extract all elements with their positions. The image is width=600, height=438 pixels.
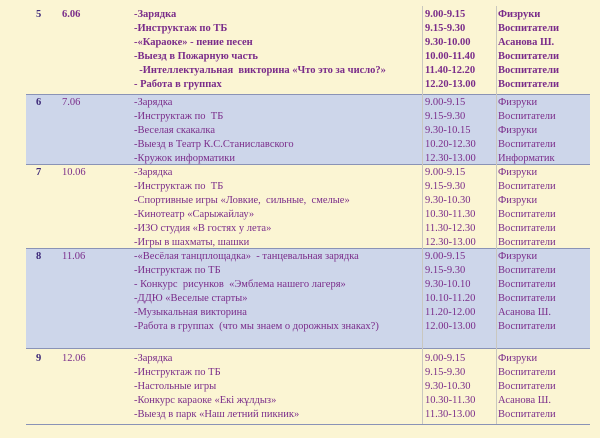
time-cell: 10.10-11.20 xyxy=(425,293,476,304)
day-block xyxy=(26,248,590,349)
responsible-cell: Физруки xyxy=(498,9,541,20)
responsible-cell: Воспитатели xyxy=(498,139,556,150)
time-cell: 9.15-9.30 xyxy=(425,181,466,192)
activity-cell: -Зарядка xyxy=(134,167,173,178)
responsible-cell: Воспитатели xyxy=(498,223,556,234)
activity-cell: -Выезд в Пожарную часть xyxy=(134,51,258,62)
schedule-row xyxy=(26,152,590,166)
responsible-cell: Физруки xyxy=(498,125,538,136)
schedule-row xyxy=(26,96,590,110)
time-cell: 10.30-11.30 xyxy=(425,209,476,220)
schedule-row xyxy=(26,408,590,422)
column-divider xyxy=(496,6,497,424)
schedule-row xyxy=(26,22,590,36)
responsible-cell: Воспитатели xyxy=(498,279,556,290)
responsible-cell: Воспитатели xyxy=(498,237,556,248)
activity-cell: - Работа в группах xyxy=(134,79,222,90)
schedule-row xyxy=(26,78,590,92)
responsible-cell: Воспитатели xyxy=(498,181,556,192)
activity-cell: -Спортивные игры «Ловкие, сильные, смелые» xyxy=(134,195,350,206)
activity-cell: -Интеллектуальная викторина «Что это за число?» xyxy=(134,65,386,76)
activity-cell: -Веселая скакалка xyxy=(134,125,216,136)
time-cell: 9.30-10.15 xyxy=(425,125,471,136)
activity-cell: -Инструктаж по ТБ xyxy=(134,181,224,192)
activity-cell: -Игры в шахматы, шашки xyxy=(134,237,250,248)
day-block xyxy=(26,348,590,425)
responsible-cell: Воспитатели xyxy=(498,65,560,76)
schedule-row xyxy=(26,180,590,194)
day-number: 8 xyxy=(36,251,42,262)
time-cell: 10.20-12.30 xyxy=(425,139,476,150)
activity-cell: -Зарядка xyxy=(134,353,173,364)
activity-cell: -«Караоке» - пение песен xyxy=(134,37,253,48)
schedule-row xyxy=(26,194,590,208)
schedule-table xyxy=(26,6,590,424)
activity-cell: -Музыкальная викторина xyxy=(134,307,247,318)
responsible-cell: Информатик xyxy=(498,153,555,164)
activity-cell: -Кружок информатики xyxy=(134,153,235,164)
activity-cell: -Выезд в Театр К.С.Станиславского xyxy=(134,139,294,150)
responsible-cell: Физруки xyxy=(498,353,538,364)
activity-cell: -ИЗО студия «В гостях у лета» xyxy=(134,223,272,234)
activity-cell: -«Весёлая танцплощадка» - танцевальная зарядка xyxy=(134,251,359,262)
day-number: 5 xyxy=(36,9,42,20)
time-cell: 12.30-13.00 xyxy=(425,237,476,248)
schedule-row xyxy=(26,124,590,138)
day-number: 9 xyxy=(36,353,42,364)
responsible-cell: Физруки xyxy=(498,251,538,262)
activity-cell: -Инструктаж по ТБ xyxy=(134,111,224,122)
schedule-row xyxy=(26,352,590,366)
time-cell: 11.30-13.00 xyxy=(425,409,476,420)
day-date: 12.06 xyxy=(62,353,86,364)
responsible-cell: Физруки xyxy=(498,195,538,206)
responsible-cell: Асанова Ш. xyxy=(498,395,551,406)
time-cell: 10.00-11.40 xyxy=(425,51,476,62)
responsible-cell: Асанова Ш. xyxy=(498,307,551,318)
time-cell: 9.00-9.15 xyxy=(425,167,466,178)
activity-cell: - Конкурс рисунков «Эмблема нашего лагеря» xyxy=(134,279,346,290)
activity-cell: -Зарядка xyxy=(134,97,173,108)
day-block xyxy=(26,6,590,95)
responsible-cell: Физруки xyxy=(498,97,538,108)
time-cell: 9.15-9.30 xyxy=(425,367,466,378)
time-cell: 12.20-13.00 xyxy=(425,79,476,90)
schedule-row xyxy=(26,208,590,222)
time-cell: 10.30-11.30 xyxy=(425,395,476,406)
schedule-row xyxy=(26,292,590,306)
activity-cell: -Инструктаж по ТБ xyxy=(134,23,228,34)
time-cell: 12.00-13.00 xyxy=(425,321,476,332)
day-date: 11.06 xyxy=(62,251,86,262)
day-number: 6 xyxy=(36,97,42,108)
time-cell: 9.00-9.15 xyxy=(425,251,466,262)
day-block xyxy=(26,164,590,249)
activity-cell: -Кинотеатр «Сарыжайлау» xyxy=(134,209,255,220)
schedule-row xyxy=(26,250,590,264)
responsible-cell: Воспитатели xyxy=(498,321,556,332)
day-date: 7.06 xyxy=(62,97,81,108)
time-cell: 12.30-13.00 xyxy=(425,153,476,164)
responsible-cell: Воспитатели xyxy=(498,23,560,34)
activity-cell: -Конкурс караоке «Екі жұлдыз» xyxy=(134,395,277,406)
column-divider xyxy=(422,6,423,424)
schedule-row xyxy=(26,166,590,180)
schedule-row xyxy=(26,394,590,408)
responsible-cell: Воспитатели xyxy=(498,79,560,90)
time-cell: 9.00-9.15 xyxy=(425,9,466,20)
activity-cell: -Инструктаж по ТБ xyxy=(134,367,221,378)
time-cell: 9.15-9.30 xyxy=(425,23,466,34)
day-date: 6.06 xyxy=(62,9,81,20)
responsible-cell: Воспитатели xyxy=(498,367,556,378)
schedule-row xyxy=(26,50,590,64)
schedule-row xyxy=(26,138,590,152)
activity-cell: -ДДЮ «Веселые старты» xyxy=(134,293,248,304)
activity-cell: -Инструктаж по ТБ xyxy=(134,265,221,276)
time-cell: 9.30-10.00 xyxy=(425,37,471,48)
day-number: 7 xyxy=(36,167,42,178)
time-cell: 9.00-9.15 xyxy=(425,353,466,364)
schedule-row xyxy=(26,278,590,292)
schedule-row xyxy=(26,110,590,124)
time-cell: 9.30-10.10 xyxy=(425,279,471,290)
schedule-row xyxy=(26,36,590,50)
schedule-row xyxy=(26,236,590,250)
time-cell: 11.40-12.20 xyxy=(425,65,476,76)
activity-cell: -Работа в группах (что мы знаем о дорожных знаках?) xyxy=(134,321,379,332)
time-cell: 9.15-9.30 xyxy=(425,265,466,276)
activity-cell: -Зарядка xyxy=(134,9,177,20)
schedule-row xyxy=(26,320,590,334)
responsible-cell: Воспитатели xyxy=(498,51,560,62)
responsible-cell: Воспитатели xyxy=(498,209,556,220)
day-date: 10.06 xyxy=(62,167,86,178)
responsible-cell: Физруки xyxy=(498,167,538,178)
time-cell: 9.00-9.15 xyxy=(425,97,466,108)
activity-cell: -Настольные игры xyxy=(134,381,217,392)
responsible-cell: Воспитатели xyxy=(498,381,556,392)
responsible-cell: Воспитатели xyxy=(498,409,556,420)
time-cell: 11.30-12.30 xyxy=(425,223,476,234)
time-cell: 9.30-10.30 xyxy=(425,381,471,392)
responsible-cell: Воспитатели xyxy=(498,265,556,276)
schedule-row xyxy=(26,222,590,236)
responsible-cell: Воспитатели xyxy=(498,111,556,122)
schedule-row xyxy=(26,64,590,78)
schedule-row xyxy=(26,264,590,278)
time-cell: 9.15-9.30 xyxy=(425,111,466,122)
activity-cell: -Выезд в парк «Наш летний пикник» xyxy=(134,409,300,420)
time-cell: 11.20-12.00 xyxy=(425,307,476,318)
schedule-row xyxy=(26,306,590,320)
day-block xyxy=(26,94,590,165)
time-cell: 9.30-10.30 xyxy=(425,195,471,206)
responsible-cell: Воспитатели xyxy=(498,293,556,304)
responsible-cell: Асанова Ш. xyxy=(498,37,555,48)
schedule-row xyxy=(26,380,590,394)
schedule-row xyxy=(26,8,590,22)
schedule-row xyxy=(26,366,590,380)
